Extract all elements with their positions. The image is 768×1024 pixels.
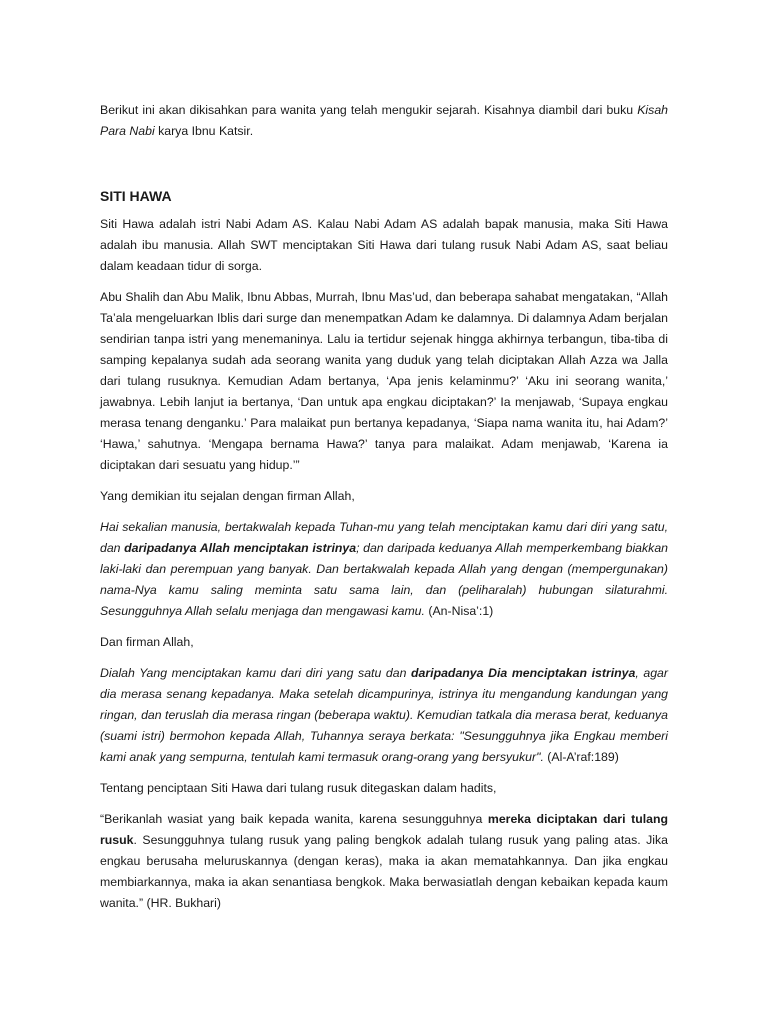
verse-reference: (An-Nisa’:1)	[424, 604, 494, 618]
paragraph-4: Dan firman Allah,	[100, 635, 194, 649]
paragraph-1: Siti Hawa adalah istri Nabi Adam AS. Kalau Nabi Adam AS adalah bapak manusia, maka Siti Hawa adalah ibu manusia. Allah SWT menciptakan Siti Hawa dari tulang rusuk Nabi Adam AS, saat beliau dalam keadaan tidur di sorga.	[100, 217, 668, 273]
hadith-paragraph	[100, 809, 668, 914]
book-title: Kisah Para Nabi	[100, 103, 668, 138]
verse-al-araf	[100, 663, 668, 768]
verse-reference: (Al-A’raf:189)	[543, 750, 619, 764]
verse-emphasis: daripadanya Allah menciptakan istrinya	[124, 541, 357, 555]
hadith-text-part: . Sesungguhnya tulang rusuk yang paling bengkok adalah tulang rusuk yang paling atas. Jika engkau berusaha meluruskannya (dengan keras), maka ia akan mematahkannya. Dan jika engkau membiarkannya, maka ia akan senantiasa bengkok. Maka berwasiatlah dengan kebaikan kepada kaum wanita.” (HR. Bukhari)	[100, 833, 668, 910]
verse-emphasis: daripadanya Dia menciptakan istrinya	[411, 666, 636, 680]
verse-text-part: Hai sekalian manusia, bertakwalah kepada Tuhan-mu yang telah menciptakan kamu dari diri yang satu, dan	[100, 520, 668, 555]
paragraph-2: Abu Shalih dan Abu Malik, Ibnu Abbas, Murrah, Ibnu Mas’ud, dan beberapa sahabat mengatakan, “Allah Ta’ala mengeluarkan Iblis dari surge dan menempatkan Adam ke dalamnya. Di dalamnya Adam berjalan sendirian tanpa istri yang menemaninya. Lalu ia tertidur sejenak hingga akhirnya terbangun, tiba-tiba di samping kepalanya sudah ada seorang wanita yang duduk yang telah diciptakan Allah Azza wa Jalla dari tulang rusuknya. Kemudian Adam bertanya, ‘Apa jenis kelaminmu?’ ‘Aku ini seorang wanita,’ jawabnya. Lebih lanjut ia bertanya, ‘Dan untuk apa engkau diciptakan?’ Ia menjawab, ‘Supaya engkau merasa tenang denganku.’ Para malaikat pun bertanya kepadanya, ‘Siapa nama wanita itu, hai Adam?’ ‘Hawa,’ sahutnya. ‘Mengapa bernama Hawa?’ tanya para malaikat. Adam menjawab, ‘Karena ia diciptakan dari sesuatu yang hidup.’”	[100, 290, 668, 472]
section-title: SITI HAWA	[100, 188, 172, 204]
verse-text-part: ; dan daripada keduanya Allah memperkembang biakkan laki-laki dan perempuan yang banyak. Dan bertakwalah kepada Allah yang dengan (mempergunakan) nama-Nya kamu saling meminta satu sama lain, dan (peliharalah) hubungan silaturahmi. Sesungguhnya Allah selalu menjaga dan mengawasi kamu.	[100, 541, 668, 618]
paragraph-5: Tentang penciptaan Siti Hawa dari tulang rusuk ditegaskan dalam hadits,	[100, 781, 497, 795]
verse-an-nisa	[100, 517, 668, 622]
intro-text: Berikut ini akan dikisahkan para wanita yang telah mengukir sejarah. Kisahnya diambil dari buku	[100, 103, 638, 117]
verse-text-part: Dialah Yang menciptakan kamu dari diri yang satu dan	[100, 666, 412, 680]
hadith-text-part: “Berikanlah wasiat yang baik kepada wanita, karena sesungguhnya	[100, 812, 488, 826]
intro-paragraph	[100, 100, 668, 142]
verse-text	[100, 520, 668, 618]
paragraph-3: Yang demikian itu sejalan dengan firman Allah,	[100, 489, 355, 503]
intro-author: karya Ibnu Katsir.	[154, 124, 254, 138]
verse-text-part: , agar dia merasa senang kepadanya. Maka setelah dicampurinya, istrinya itu mengandung kandungan yang ringan, dan teruslah dia merasa ringan (beberapa waktu). Kemudian tatkala dia merasa berat, keduanya (suami istri) bermohon kepada Allah, Tuhannya seraya berkata: "Sesungguhnya jika Engkau memberi kami anak yang sempurna, tentulah kami termasuk orang-orang yang bersyukur".	[100, 666, 668, 764]
hadith-emphasis: mereka diciptakan dari tulang rusuk	[100, 812, 668, 847]
